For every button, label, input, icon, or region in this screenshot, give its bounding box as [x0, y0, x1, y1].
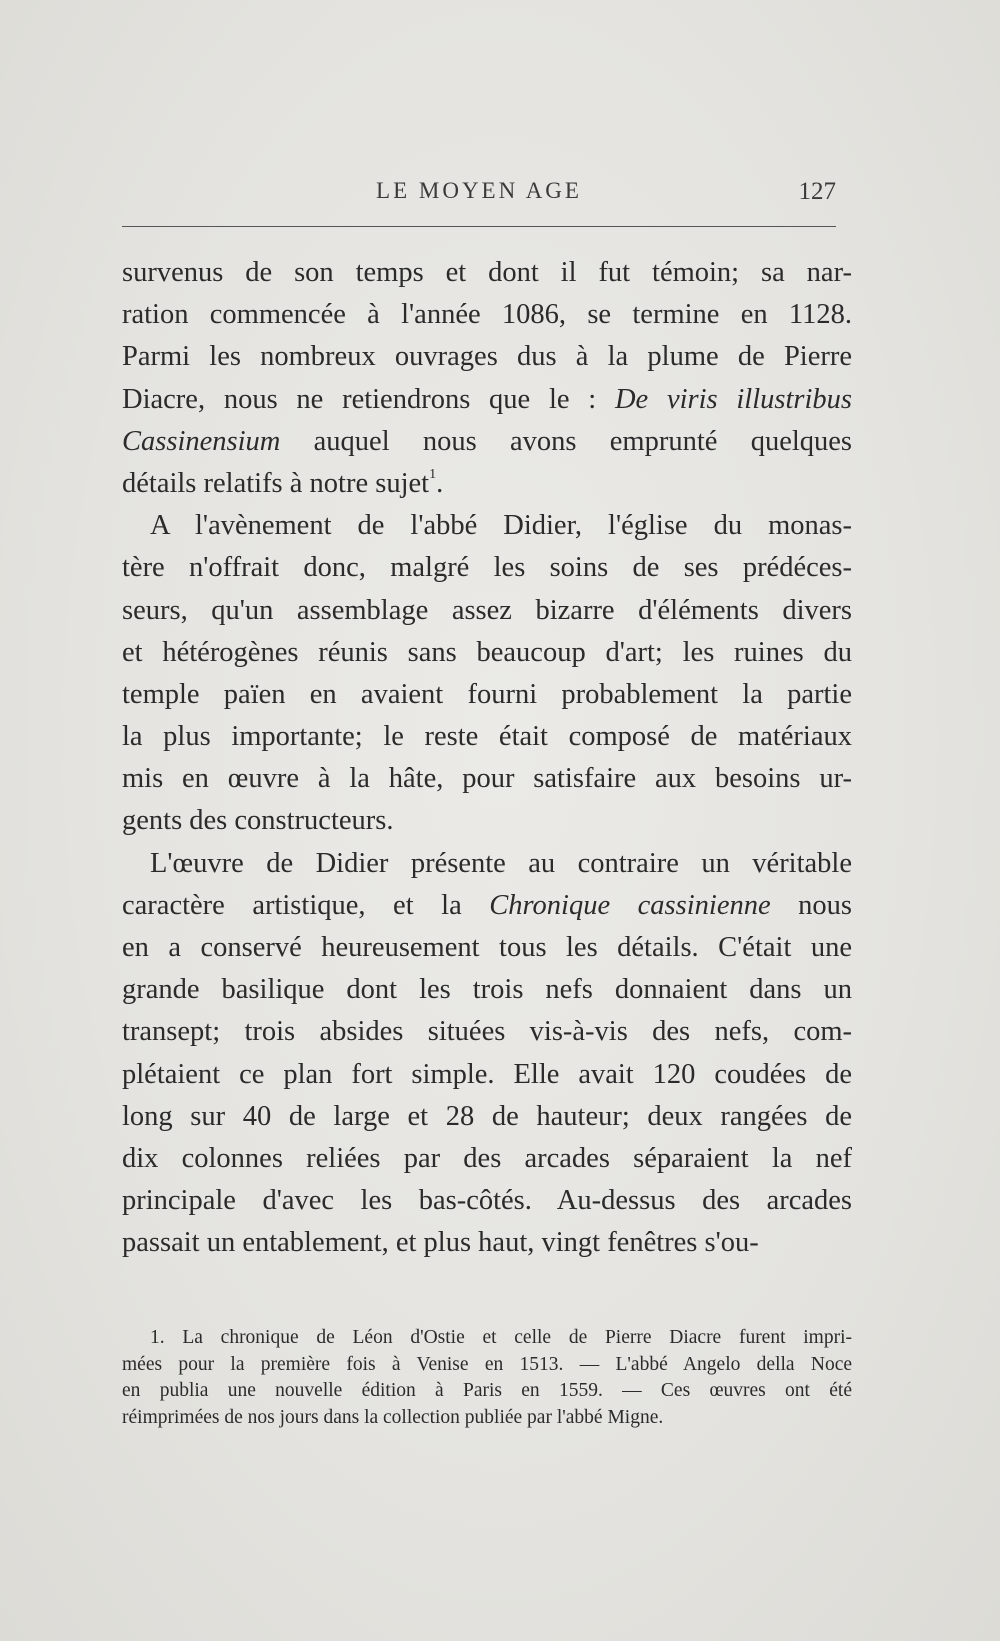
italic-title: Cassinensium [122, 425, 281, 457]
text-line: détails relatifs à notre sujet$^1$. [122, 466, 444, 499]
footnote-line: 1. La chronique de Léon d'Ostie et celle de Pierre Diacre furent impri- [150, 1327, 852, 1348]
header-rule [122, 226, 836, 227]
text-line: la plus importante; le reste était composé de matériaux [122, 721, 852, 753]
footnote-line: réimprimées de nos jours dans la collection publiée par l'abbé Migne. [122, 1406, 664, 1428]
text-line: seurs, qu'un assemblage assez bizarre d'éléments divers [122, 594, 852, 626]
text-line: tère n'offrait donc, malgré les soins de ses prédéces- [122, 552, 852, 584]
footnote-line: en publia une nouvelle édition à Paris en 1559. — Ces œuvres ont été [122, 1380, 852, 1401]
text-line: temple païen en avaient fourni probablement la partie [122, 678, 852, 710]
running-title: LE MOYEN AGE [376, 178, 582, 203]
text-line: transept; trois absides situées vis-à-vis des nefs, com- [122, 1016, 852, 1048]
italic-title: De viris illustribus [614, 383, 853, 415]
footnotes [122, 1325, 852, 1431]
text-line: dix colonnes reliées par des arcades séparaient la nef [122, 1142, 852, 1174]
text-line: et hétérogènes réunis sans beaucoup d'art; les ruines du [122, 636, 852, 668]
text-line: A l'avènement de l'abbé Didier, l'église du monas- [150, 510, 852, 542]
text-line: plétaient ce plan fort simple. Elle avait 120 coudées de [122, 1058, 852, 1090]
text-line: survenus de son temps et dont il fut témoin; sa nar- [122, 257, 852, 288]
body-text [122, 252, 852, 1265]
text-line: grande basilique dont les trois nefs donnaient dans un [122, 974, 852, 1006]
text-line: mis en œuvre à la hâte, pour satisfaire aux besoins ur- [122, 763, 852, 795]
italic-title: Chronique cassinienne [489, 889, 771, 921]
text-line: passait un entablement, et plus haut, vingt fenêtres s'ou- [122, 1227, 759, 1259]
text-line: principale d'avec les bas-côtés. Au-dessus des arcades [122, 1185, 852, 1217]
page-number: 127 [798, 178, 836, 205]
text-line: ration commencée à l'année 1086, se termine en 1128. [122, 299, 852, 331]
text-line: en a conservé heureusement tous les détails. C'était une [122, 932, 852, 963]
text-line: Parmi les nombreux ouvrages dus à la plume de Pierre [122, 341, 852, 373]
text-line: Diacre, nous ne retiendrons que le : De viris illustribus [122, 383, 853, 415]
footnote-marker[interactable]: 1 [429, 466, 437, 482]
text-line: L'œuvre de Didier présente au contraire un véritable [150, 847, 852, 879]
text-line: Cassinensium auquel nous avons emprunté quelques [122, 425, 852, 457]
footnote-line: mées pour la première fois à Venise en 1513. — L'abbé Angelo della Noce [122, 1353, 852, 1375]
text-line: long sur 40 de large et 28 de hauteur; deux rangées de [122, 1100, 852, 1132]
text-line: gents des constructeurs. [122, 805, 394, 837]
page-header [122, 174, 836, 214]
text-line: caractère artistique, et la Chronique cassinienne nous [122, 889, 852, 921]
